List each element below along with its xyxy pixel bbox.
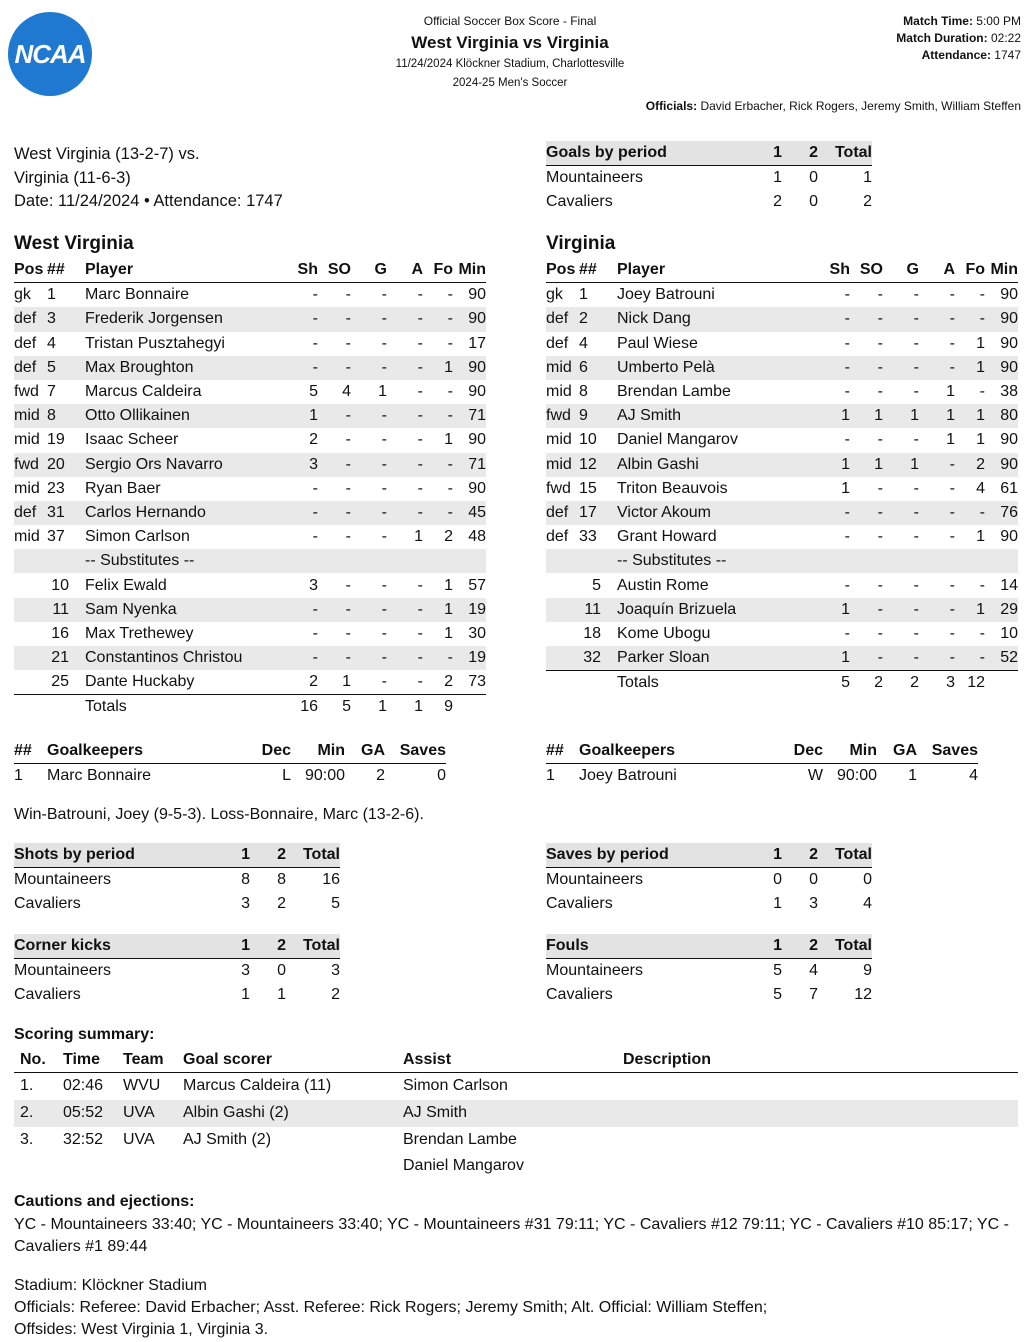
column-header-fo: Fo <box>433 261 453 279</box>
column-header-so: SO <box>859 261 883 279</box>
goalkeeper-row: 1 Marc Bonnaire L 90:00 2 0 <box>14 767 446 785</box>
match-summary <box>14 143 283 214</box>
uva-goalkeepers-table: ## Goalkeepers Dec Min GA Saves 1 Joey Batrouni W 90:00 1 4 <box>546 739 978 788</box>
goals-by-period-table: Goals by period 1 2 Total Mountaineers 1 0 1 Cavaliers 2 0 2 <box>546 141 872 215</box>
totals-row: Totals 16 5 1 1 9 <box>14 695 486 720</box>
player-row: 11 Sam Nyenka - - - - 1 19 <box>14 598 486 622</box>
player-row: mid 6 Umberto Pelà - - - - 1 90 <box>546 356 1018 380</box>
ncaa-logo: NCAA <box>8 12 92 96</box>
column-header-fo: Fo <box>965 261 985 279</box>
officials-line: Officials: David Erbacher, Rick Rogers, Jeremy Smith, William Steffen <box>645 99 1021 113</box>
summary-line: Date: 11/24/2024 • Attendance: 1747 <box>14 192 283 210</box>
scoring-row: 3. 32:52 UVA AJ Smith (2) Brendan Lambe <box>20 1131 517 1149</box>
wvu-goalkeepers-table: ## Goalkeepers Dec Min GA Saves 1 Marc Bonnaire L 90:00 2 0 <box>14 739 446 788</box>
player-row: fwd 7 Marcus Caldeira 5 4 1 - - 90 <box>14 383 486 401</box>
player-row: mid 8 Brendan Lambe - - - 1 - 38 <box>546 383 1018 401</box>
player-row: 10 Felix Ewald 3 - - - 1 57 <box>51 576 486 594</box>
team-name-uva: Virginia <box>546 233 616 254</box>
player-row: mid 12 Albin Gashi 1 1 1 - 2 90 <box>546 453 1018 477</box>
player-row: 21 Constantinos Christou - - - - - 19 <box>14 646 486 670</box>
scoring-row: 2. 05:52 UVA Albin Gashi (2) AJ Smith <box>14 1100 1018 1127</box>
column-header-min: Min <box>458 261 486 279</box>
player-row: 25 Dante Huckaby 2 1 - - 2 73 <box>51 673 486 691</box>
table-row: Cavaliers 1 3 4 <box>546 895 872 913</box>
column-header-a: A <box>943 261 955 279</box>
uva-player-table <box>546 258 1018 695</box>
player-row: def 17 Victor Akoum - - - - - 76 <box>546 501 1018 525</box>
corner-kicks-table: Corner kicks 1 2 Total Mountaineers 3 0 3 Cavaliers 1 1 2 <box>14 934 340 1008</box>
player-row: fwd 15 Triton Beauvois 1 - - - 4 61 <box>546 479 1018 497</box>
table-row: Cavaliers 3 2 5 <box>14 895 340 913</box>
player-row: 32 Parker Sloan 1 - - - - 52 <box>546 646 1018 671</box>
scoring-row-continued: Daniel Mangarov <box>403 1156 524 1174</box>
player-row: 18 Kome Ubogu - - - - - 10 <box>583 624 1018 642</box>
player-row: fwd 9 AJ Smith 1 1 1 1 1 80 <box>546 404 1018 428</box>
player-row: fwd 20 Sergio Ors Navarro 3 - - - - 71 <box>14 453 486 477</box>
wvu-player-table <box>14 258 486 720</box>
scoring-summary-title: Scoring summary: <box>14 1026 155 1043</box>
match-duration: Match Duration: 02:22 <box>896 31 1021 45</box>
officials-footer-line: Officials: Referee: David Erbacher; Asst. Referee: Rick Rogers; Jeremy Smith; Alt. Official: William Steffen; <box>14 1299 768 1316</box>
table-row: Mountaineers 1 0 1 <box>546 169 872 187</box>
table-row: Cavaliers 2 0 2 <box>546 193 872 211</box>
player-row: def 4 Tristan Pusztahegyi - - - - - 17 <box>14 334 486 352</box>
substitutes-divider: -- Substitutes -- <box>546 549 1018 573</box>
scoring-row: 1. 02:46 WVU Marcus Caldeira (11) Simon Carlson <box>20 1077 508 1095</box>
player-row: def 2 Nick Dang - - - - - 90 <box>546 307 1018 331</box>
player-row: def 3 Frederik Jorgensen - - - - - 90 <box>14 307 486 331</box>
column-header-sh: Sh <box>829 261 850 279</box>
table-row: Mountaineers 3 0 3 <box>14 962 340 980</box>
cautions-title: Cautions and ejections: <box>14 1193 195 1210</box>
shots-by-period-table: Shots by period 1 2 Total Mountaineers 8 8 16 Cavaliers 3 2 5 <box>14 843 340 917</box>
fouls-table: Fouls 1 2 Total Mountaineers 5 4 9 Cavaliers 5 7 12 <box>546 934 872 1008</box>
doc-type: Official Soccer Box Score - Final <box>423 14 597 28</box>
table-row: Cavaliers 5 7 12 <box>546 986 872 1004</box>
player-row: mid 8 Otto Ollikainen 1 - - - - 71 <box>14 404 486 428</box>
column-header-pos: Pos <box>546 261 576 279</box>
summary-line: West Virginia (13-2-7) vs. <box>14 145 200 163</box>
season: 2024-25 Men's Soccer <box>452 77 568 89</box>
match-title: West Virginia vs Virginia <box>411 33 609 52</box>
goalkeeper-row: 1 Joey Batrouni W 90:00 1 4 <box>546 767 978 785</box>
column-header-min: Min <box>990 261 1018 279</box>
column-header-g: G <box>906 261 919 279</box>
player-row: gk 1 Joey Batrouni - - - - - 90 <box>546 286 1018 304</box>
player-row: 5 Austin Rome - - - - - 14 <box>592 576 1018 594</box>
summary-line: Virginia (11-6-3) <box>14 168 131 187</box>
column-header-sh: Sh <box>297 261 318 279</box>
totals-row: Totals 5 2 2 3 12 <box>546 671 1018 696</box>
column-header-g: G <box>374 261 387 279</box>
column-header-player: Player <box>85 261 134 279</box>
footer-notes <box>14 1275 1022 1341</box>
player-row: mid 19 Isaac Scheer 2 - - - 1 90 <box>14 431 486 449</box>
column-header-so: SO <box>327 261 351 279</box>
substitutes-divider: -- Substitutes -- <box>14 549 486 573</box>
player-row: def 31 Carlos Hernando - - - - - 45 <box>14 501 486 525</box>
table-row: Mountaineers 8 8 16 <box>14 871 340 889</box>
player-row: def 5 Max Broughton - - - - 1 90 <box>14 356 486 380</box>
table-row: Cavaliers 1 1 2 <box>14 986 340 1004</box>
player-row: def 4 Paul Wiese - - - - 1 90 <box>546 334 1018 352</box>
attendance: Attendance: 1747 <box>921 48 1021 62</box>
column-header-num: ## <box>47 261 65 279</box>
column-header-a: A <box>411 261 423 279</box>
date-venue: 11/24/2024 Klöckner Stadium, Charlottesville <box>395 58 625 70</box>
column-header-num: ## <box>579 261 597 279</box>
match-time: Match Time: 5:00 PM <box>903 14 1021 28</box>
column-header-pos: Pos <box>14 261 44 279</box>
team-name-wvu: West Virginia <box>14 233 134 254</box>
stadium-line: Stadium: Klöckner Stadium <box>14 1277 207 1294</box>
offsides-line: Offsides: West Virginia 1, Virginia 3. <box>14 1321 269 1338</box>
scoring-summary-table: No. Time Team Goal scorer Assist Description 1. 02:46 WVU Marcus Caldeira (11) Simon Carlson 2. 05:52 UVA Albin Gashi (2) AJ Smith 3. 32:52 UVA AJ Smith (2) Brendan Lambe Daniel Mangarov <box>14 1048 1018 1178</box>
decision-line: Win-Batrouni, Joey (9-5-3). Loss-Bonnaire, Marc (13-2-6). <box>14 806 424 823</box>
player-row: mid 37 Simon Carlson - - - 1 2 48 <box>14 528 486 546</box>
cautions-text: YC - Mountaineers 33:40; YC - Mountaineers 33:40; YC - Mountaineers #31 79:11; YC - Cavaliers #12 79:11; YC - Cavaliers #10 85:17; YC - Cavaliers #1 89:44 <box>14 1216 1009 1255</box>
player-row: def 33 Grant Howard - - - - 1 90 <box>546 528 1018 546</box>
column-header-player: Player <box>617 261 666 279</box>
player-row: gk 1 Marc Bonnaire - - - - - 90 <box>14 286 486 304</box>
saves-by-period-table: Saves by period 1 2 Total Mountaineers 0 0 0 Cavaliers 1 3 4 <box>546 843 872 917</box>
player-row: 16 Max Trethewey - - - - 1 30 <box>51 624 486 642</box>
table-row: Mountaineers 5 4 9 <box>546 962 872 980</box>
player-row: 11 Joaquín Brizuela 1 - - - 1 29 <box>546 598 1018 622</box>
player-row: mid 23 Ryan Baer - - - - - 90 <box>14 479 486 497</box>
table-row: Mountaineers 0 0 0 <box>546 871 872 889</box>
player-row: mid 10 Daniel Mangarov - - - 1 1 90 <box>546 431 1018 449</box>
